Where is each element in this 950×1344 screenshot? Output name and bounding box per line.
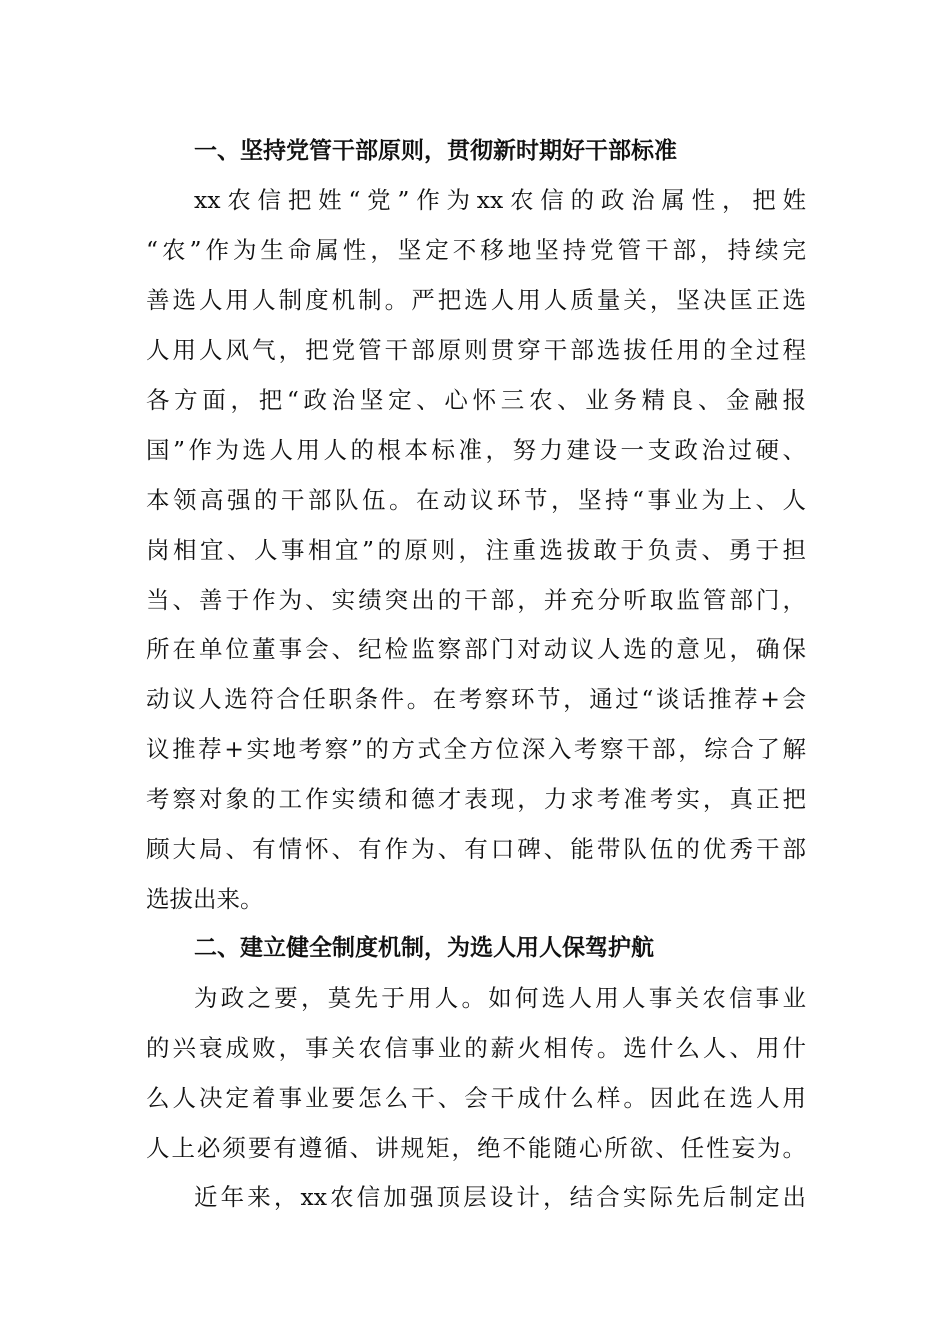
paragraph-line: “农”作为生命属性，坚定不移地坚持党管干部，持续完 xyxy=(146,236,806,264)
paragraph-line: 所在单位董事会、纪检监察部门对动议人选的意见，确保 xyxy=(146,635,806,663)
paragraph-line: 善选人用人制度机制。严把选人用人质量关，坚决匡正选 xyxy=(146,286,806,314)
paragraph-line: 当、善于作为、实绩突出的干部，并充分听取监管部门， xyxy=(146,586,806,614)
paragraph-line: 本领高强的干部队伍。在动议环节，坚持“事业为上、人 xyxy=(146,486,806,514)
paragraph-line: 议推荐+实地考察”的方式全方位深入考察干部，综合了解 xyxy=(146,735,806,763)
paragraph-line: 考察对象的工作实绩和德才表现，力求考准考实，真正把 xyxy=(146,785,806,813)
paragraph-line: 的兴衰成败，事关农信事业的薪火相传。选什么人、用什 xyxy=(146,1034,806,1062)
paragraph-line: 国”作为选人用人的根本标准，努力建设一支政治过硬、 xyxy=(146,436,806,464)
paragraph-line: 岗相宜、人事相宜”的原则，注重选拔敢于负责、勇于担 xyxy=(146,536,806,564)
paragraph-line: xx农信把姓“党”作为xx农信的政治属性，把姓 xyxy=(194,186,806,214)
paragraph-line: 么人决定着事业要怎么干、会干成什么样。因此在选人用 xyxy=(146,1084,806,1112)
paragraph-line: 近年来，xx农信加强顶层设计，结合实际先后制定出 xyxy=(194,1183,806,1211)
paragraph-line: 人上必须要有遵循、讲规矩，绝不能随心所欲、任性妄为。 xyxy=(146,1134,806,1162)
paragraph-line: 为政之要，莫先于用人。如何选人用人事关农信事业 xyxy=(194,984,806,1012)
paragraph-line: 人用人风气，把党管干部原则贯穿干部选拔任用的全过程 xyxy=(146,336,806,364)
paragraph-line: 选拔出来。 xyxy=(146,885,264,913)
section-heading-2: 二、建立健全制度机制，为选人用人保驾护航 xyxy=(194,935,654,961)
paragraph-line: 各方面，把“政治坚定、心怀三农、业务精良、金融报 xyxy=(146,386,806,414)
section-heading-1: 一、坚持党管干部原则，贯彻新时期好干部标准 xyxy=(194,138,677,164)
paragraph-line: 动议人选符合任职条件。在考察环节，通过“谈话推荐+会 xyxy=(146,685,806,713)
paragraph-line: 顾大局、有情怀、有作为、有口碑、能带队伍的优秀干部 xyxy=(146,835,806,863)
